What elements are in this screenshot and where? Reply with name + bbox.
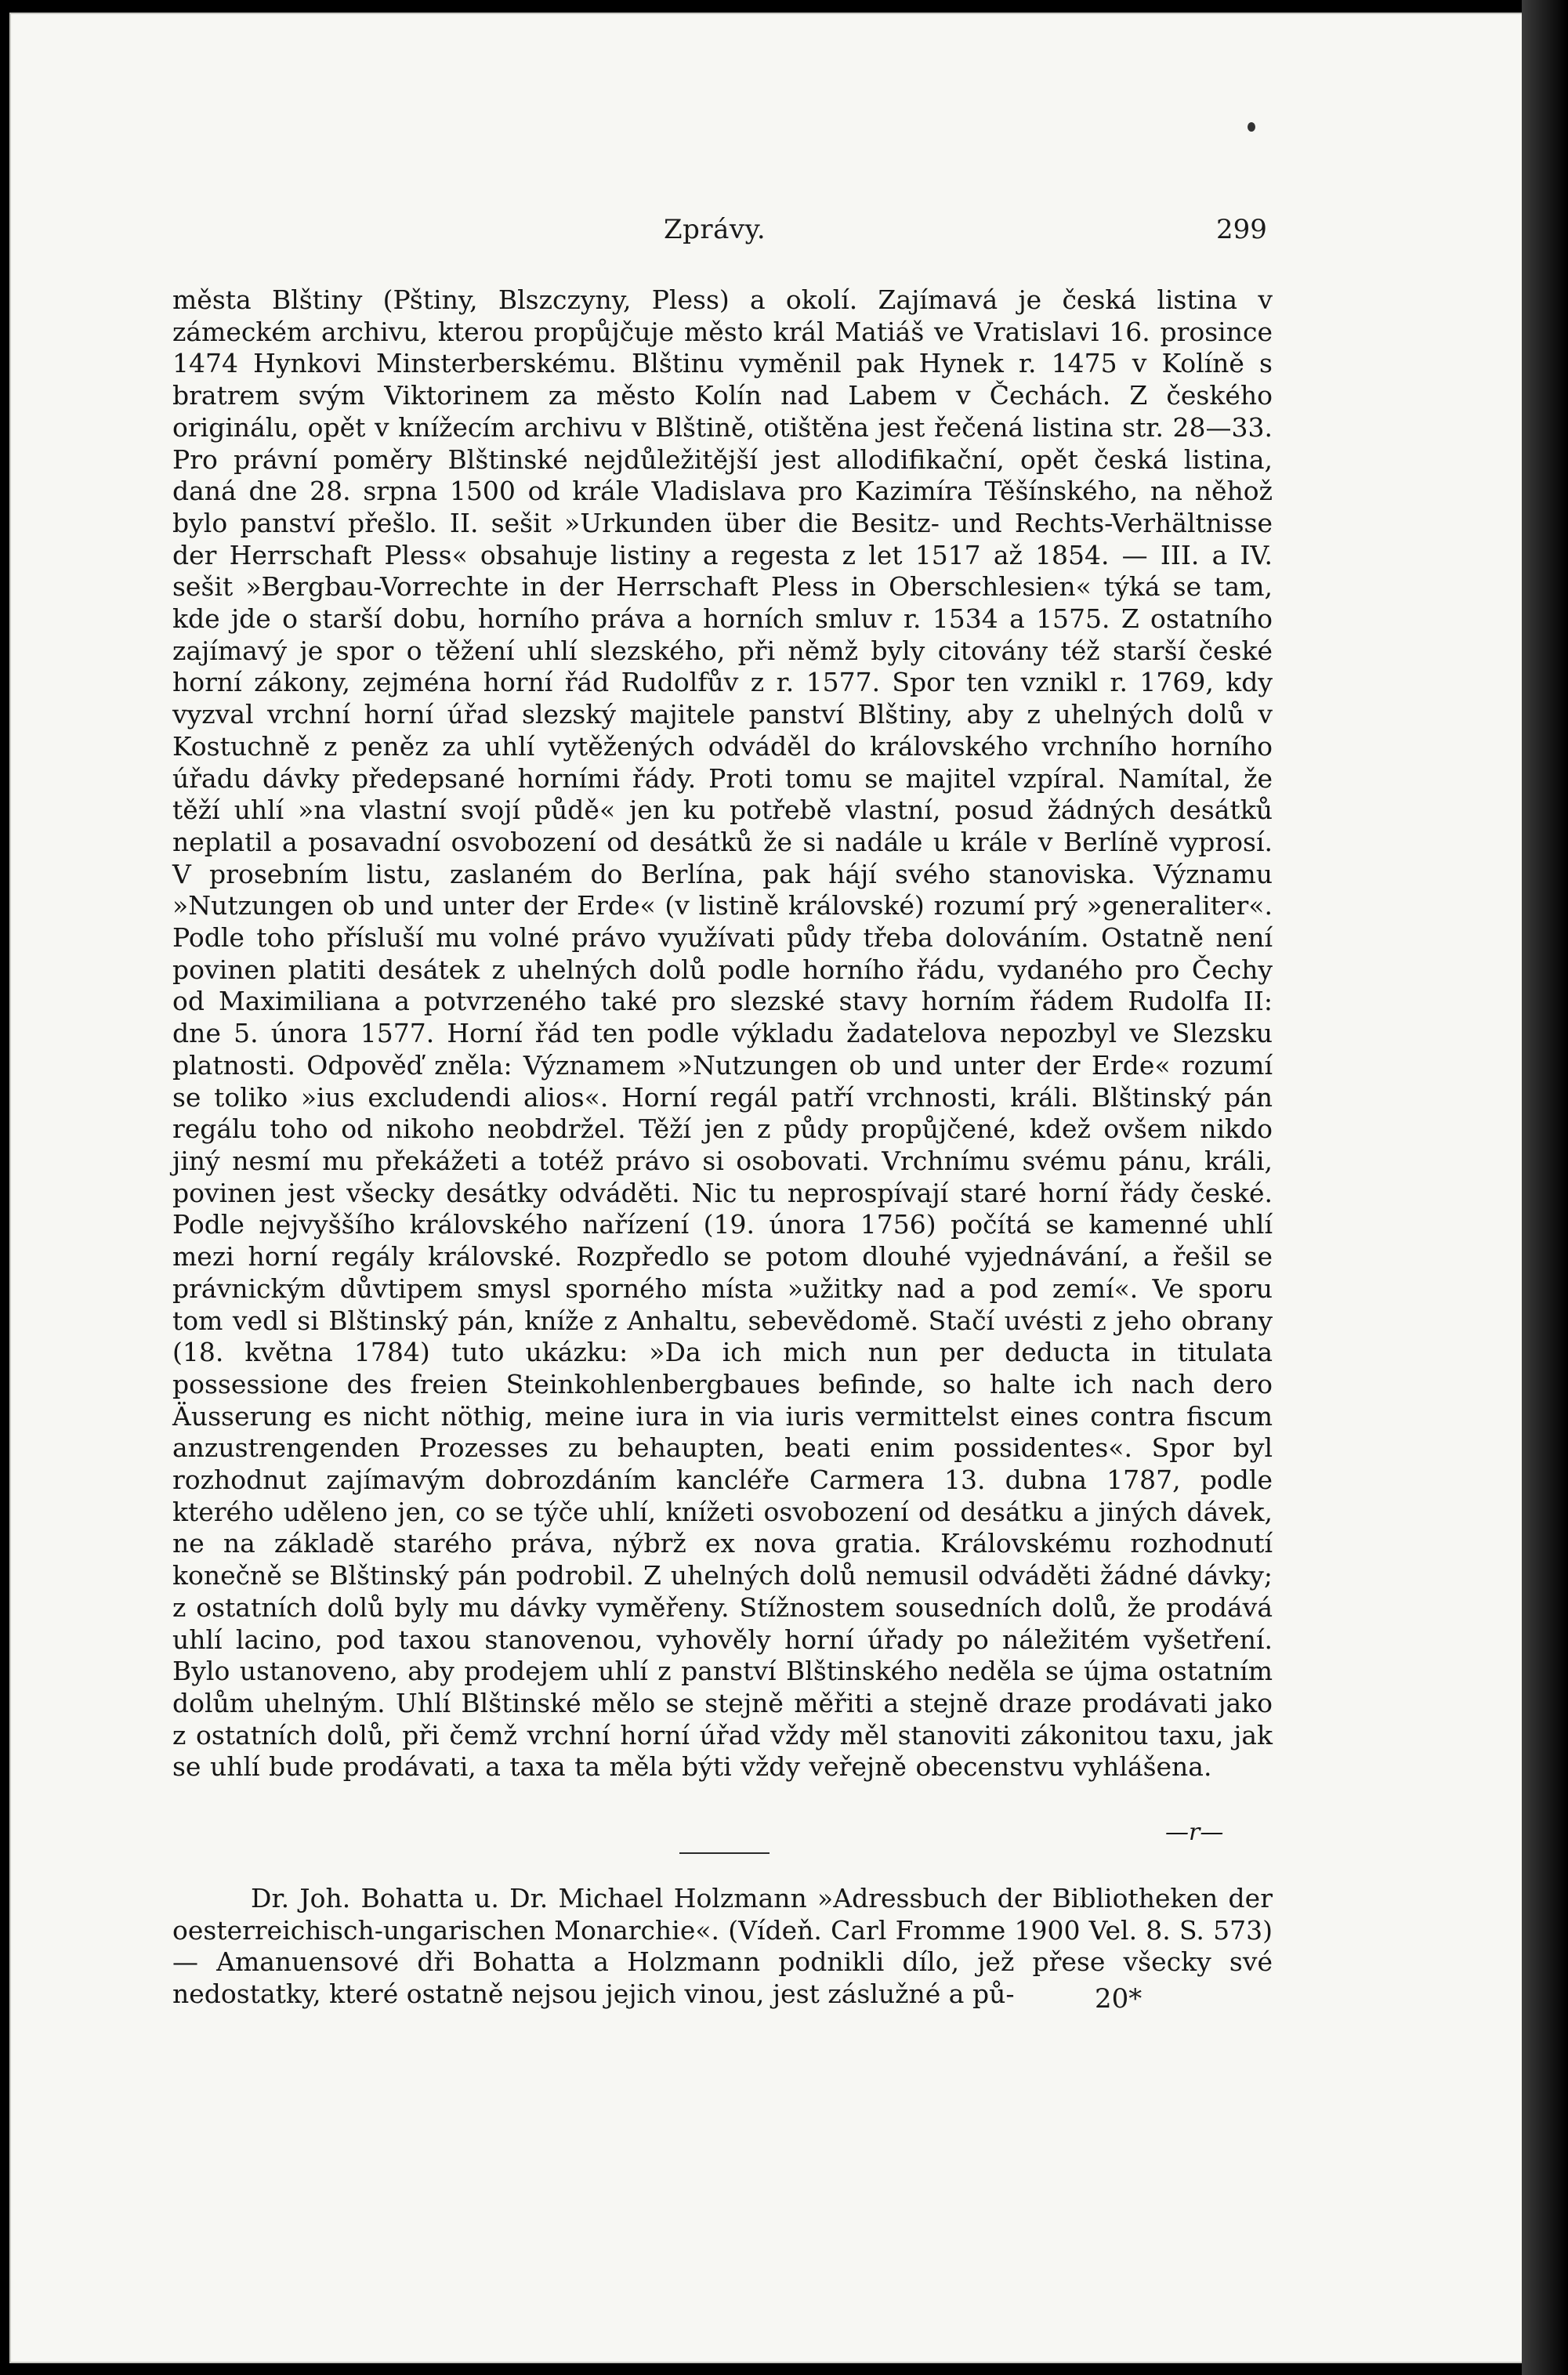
- article-signature: —r—: [1165, 1819, 1224, 1846]
- article-paragraph: města Blštiny (Pštiny, Blszczyny, Pless) a okolí. Zajímavá je česká listina v zámeckém archivu, kterou propůjčuje město král Matiáš ve Vratislavi 16. prosince 1474 Hynkovi Minsterberskému. Blštinu vyměnil pak Hynek r. 1475 v Kolíně s bratrem svým Viktorinem za město Kolín nad Labem v Čechách. Z českého originálu, opět v knížecím archivu v Blštině, otištěna jest řečená listina str. 28—33. Pro právní poměry Blštinské nejdůležitější jest allodifikační, opět česká listina, daná dne 28. srpna 1500 od krále Vladislava pro Kazimíra Těšínského, na něhož bylo panství přešlo. II. sešit »Urkunden über die Besitz- und Rechts-Verhältnisse der Herrschaft Pless« obsahuje listiny a regesta z let 1517 až 1854. — III. a IV. sešit »Bergbau-Vorrechte in der Herrschaft Pless in Oberschlesien« týká se tam, kde jde o starší dobu, horního práva a horních smluv r. 1534 a 1575. Z ostatního zajímavý je spor o těžení uhlí slezského, při němž byly citovány též starší české horní zákony, zejména horní řád Rudolfův z r. 1577. Spor ten vznikl r. 1769, kdy vyzval vrchní horní úřad slezský majitele panství Blštiny, aby z uhelných dolů v Kostuchně z peněz za uhlí vytěžených odváděl do královského vrchního horního úřadu dávky předepsané horními řády. Proti tomu se majitel vzpíral. Namítal, že těží uhlí »na vlastní svojí půdě« jen ku potřebě vlastní, posud žádných desátků neplatil a posavadní osvobození od desátků že si nadále u krále v Berlíně vyprosí. V prosebním listu, zaslaném do Berlína, pak hájí svého stanoviska. Významu »Nutzungen ob und unter der Erde« (v listině královské) rozumí prý »generaliter«. Podle toho přísluší mu volné právo využívati půdy třeba dolováním. Ostatně není povinen platiti desátek z uhelných dolů podle horního řádu, vydaného pro Čechy od Maximiliana a potvrzeného také pro slezské stavy horním řádem Rudolfa II: dne 5. února 1577. Horní řád ten podle výkladu žadatelova nepozbyl ve Slezsku platnosti. Odpověď zněla: Významem »Nutzungen ob und unter der Erde« rozumí se toliko »ius excludendi alios«. Horní regál patří vrchnosti, králi. Blštinský pán regálu toho od nikoho neobdržel. Těží jen z půdy propůjčené, kdež ovšem nikdo jiný nesmí mu překážeti a totéž právo si osobovati. Vrchnímu svému pánu, králi, povinen jest všecky desátky odváděti. Nic tu neprospívají staré horní řády české. Podle nejvyššího královského nařízení (19. února 1756) počítá se kamenné uhlí mezi horní regály královské. Rozpředlo se potom dlouhé vyjednávání, a řešil se právnickým důvtipem smysl sporného místa »užitky nad a pod zemí«. Ve sporu tom vedl si Blštinský pán, kníže z Anhaltu, sebevědomě. Stačí uvésti z jeho obrany (18. května 1784) tuto ukázku: »Da ich mich nun per deducta in titulata possessione des freien Steinkohlenbergbaues befinde, so halte ich nach dero Äusserung es nicht nöthig, meine iura in via iuris vermittelst eines contra fiscum anzustrengenden Prozesses zu behaupten, beati enim possidentes«. Spor byl rozhodnut zajímavým dobrozdáním kancléře Carmera 13. dubna 1787, podle kterého uděleno jen, co se týče uhlí, knížeti osvobození od desátku a jiných dávek, ne na základě starého práva, nýbrž ex nova gratia. Královskému rozhodnutí konečně se Blštinský pán podrobil. Z uhelných dolů nemusil odváděti žádné dávky; z ostatních dolů byly mu dávky vyměřeny. Stížnostem sousedních dolů, že prodává uhlí lacino, pod taxou stanovenou, vyhověly horní úřady po náležitém vyšetření. Bylo ustanoveno, aby prodejem uhlí z panství Blštinského neděla se újma ostatním dolům uhelným. Uhlí Blštinské mělo se stejně měřiti a stejně draze prodávati jako z ostatních dolů, při čemž vrchní horní úřad vždy měl stanoviti zákonitou taxu, jak se uhlí bude prodávati, a taxa ta měla býti vždy veřejně obecenstvu vyhlášena.: [172, 284, 1273, 1783]
- review-paragraph: Dr. Joh. Bohatta u. Dr. Michael Holzmann »Adressbuch der Bibliotheken der oesterreichisch-ungarischen Monarchie«. (Vídeň. Carl Fromme 1900 Vel. 8. S. 573) — Amanuensové dři Bohatta a Holzmann podnikli dílo, jež přese všecky své nedostatky, které ostatně nejsou jejich vinou, jest záslužné a pů-: [172, 1883, 1273, 2010]
- section-divider: [679, 1852, 770, 1854]
- ink-dot: [1248, 122, 1255, 132]
- page-number: 299: [1216, 214, 1267, 245]
- sheet-signature-mark: 20*: [1095, 1983, 1143, 2015]
- running-header-title: Zprávy.: [664, 214, 766, 245]
- article-body: [172, 284, 1273, 1783]
- scan-edge-shadow: [1522, 0, 1568, 2375]
- page-sheet: [9, 13, 1524, 2363]
